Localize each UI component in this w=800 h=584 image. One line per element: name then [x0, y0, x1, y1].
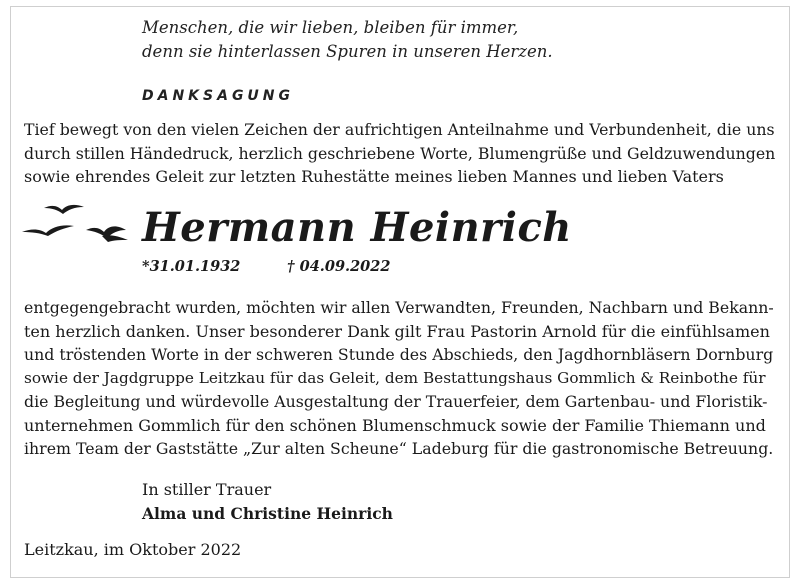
death-date: † 04.09.2022 — [287, 258, 391, 275]
text-line: sowie ehrendes Geleit zur letzten Ruhestätte meines lieben Mannes und lieben Vaters — [24, 167, 724, 186]
text-line: ihrem Team der Gaststätte „Zur alten Scheune“ Ladeburg für die gastronomische Betreuung. — [24, 439, 774, 458]
text-line: entgegengebracht wurden, möchten wir allen Verwandten, Freunden, Nachbarn und Bekann- — [24, 298, 774, 317]
poem — [142, 16, 553, 64]
text-line: unternehmen Gommlich für den schönen Blumenschmuck sowie der Familie Thiemann und — [24, 415, 766, 435]
text-line: durch stillen Händedruck, herzlich geschriebene Worte, Blumengrüße und Geldzuwendungen — [24, 143, 776, 163]
poem-line: denn sie hinterlassen Spuren in unseren Herzen. — [142, 42, 553, 61]
mourning-phrase: In stiller Trauer — [142, 480, 272, 499]
place-date: Leitzkau, im Oktober 2022 — [24, 540, 242, 559]
text-line: und tröstenden Worte in der schweren Stunde des Abschieds, den Jagdhornbläsern Dornburg — [24, 345, 774, 364]
life-dates — [142, 258, 422, 280]
birds-flying-icon — [22, 202, 132, 252]
mourners — [142, 478, 393, 526]
mourner-names: Alma und Christine Heinrich — [142, 504, 393, 523]
text-line: die Begleitung und würdevolle Ausgestaltung der Trauerfeier, dem Gartenbau- und Floristik- — [24, 392, 768, 411]
deceased-name: Hermann Heinrich — [142, 204, 572, 251]
poem-line: Menschen, die wir lieben, bleiben für immer, — [142, 18, 519, 37]
heading: DANKSAGUNG — [142, 88, 295, 104]
thanks-paragraph — [24, 296, 776, 461]
text-line: ten herzlich danken. Unser besonderer Dank gilt Frau Pastorin Arnold für die einfühlsamen — [24, 321, 770, 341]
birth-date: *31.01.1932 — [142, 258, 241, 275]
text-line: Tief bewegt von den vielen Zeichen der aufrichtigen Anteilnahme und Verbundenheit, die uns — [24, 120, 775, 139]
intro-paragraph — [24, 118, 776, 189]
text-line: sowie der Jagdgruppe Leitzkau für das Geleit, dem Bestattungshaus Gommlich & Reinbothe für — [24, 368, 766, 387]
notice-frame — [10, 6, 790, 578]
